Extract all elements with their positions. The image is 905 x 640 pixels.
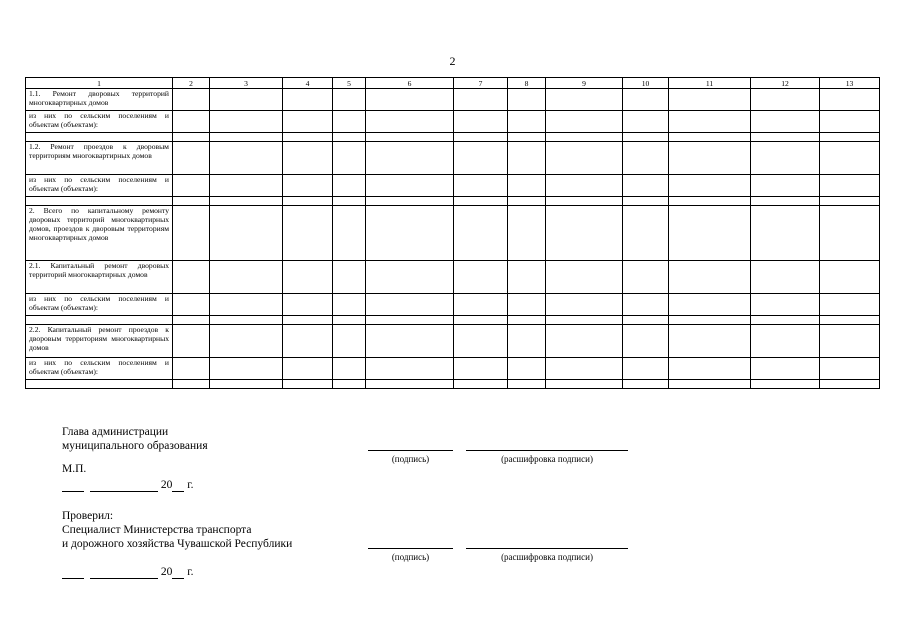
table-cell[interactable] bbox=[508, 358, 546, 380]
table-cell[interactable] bbox=[173, 380, 210, 389]
column-header: 8 bbox=[508, 78, 546, 89]
table-row bbox=[26, 197, 880, 206]
table-cell[interactable] bbox=[669, 261, 751, 294]
table-cell[interactable] bbox=[210, 111, 283, 133]
year-blank[interactable] bbox=[172, 479, 184, 492]
table-cell[interactable] bbox=[366, 380, 454, 389]
table-cell[interactable] bbox=[623, 325, 669, 358]
table-header-row bbox=[26, 78, 880, 89]
table-cell[interactable] bbox=[173, 206, 210, 261]
table-cell[interactable] bbox=[366, 294, 454, 316]
table-cell[interactable] bbox=[366, 133, 454, 142]
month-blank[interactable] bbox=[90, 566, 158, 579]
table-cell[interactable] bbox=[283, 197, 333, 206]
table-cell[interactable] bbox=[508, 142, 546, 175]
table-cell[interactable] bbox=[173, 133, 210, 142]
table-cell[interactable] bbox=[546, 261, 623, 294]
table-cell[interactable] bbox=[173, 111, 210, 133]
table-cell[interactable] bbox=[669, 111, 751, 133]
table-cell[interactable] bbox=[751, 325, 820, 358]
table-cell[interactable] bbox=[820, 133, 880, 142]
signature-decoding-line[interactable] bbox=[466, 450, 628, 451]
table-cell[interactable] bbox=[454, 325, 508, 358]
table-cell[interactable] bbox=[508, 89, 546, 111]
table-cell[interactable] bbox=[210, 294, 283, 316]
table-cell[interactable] bbox=[623, 358, 669, 380]
table-cell[interactable] bbox=[210, 380, 283, 389]
signature-line[interactable] bbox=[368, 450, 453, 451]
table-cell[interactable] bbox=[751, 261, 820, 294]
day-blank[interactable] bbox=[62, 479, 84, 492]
table-row bbox=[26, 142, 880, 175]
table-cell[interactable] bbox=[283, 294, 333, 316]
table-cell[interactable] bbox=[623, 261, 669, 294]
table-cell[interactable] bbox=[210, 316, 283, 325]
table-cell[interactable] bbox=[210, 261, 283, 294]
table-cell[interactable] bbox=[454, 380, 508, 389]
specialist-title-line2: и дорожного хозяйства Чувашской Республики bbox=[62, 538, 293, 550]
table-cell[interactable] bbox=[333, 133, 366, 142]
table-cell[interactable] bbox=[333, 175, 366, 197]
report-table bbox=[25, 77, 880, 389]
table-cell[interactable] bbox=[546, 197, 623, 206]
table-cell[interactable] bbox=[623, 175, 669, 197]
table-cell[interactable] bbox=[366, 175, 454, 197]
table-cell[interactable] bbox=[333, 294, 366, 316]
table-cell[interactable] bbox=[623, 89, 669, 111]
table-cell[interactable] bbox=[669, 325, 751, 358]
table-cell[interactable] bbox=[508, 206, 546, 261]
table-cell[interactable] bbox=[669, 206, 751, 261]
table-cell[interactable] bbox=[333, 111, 366, 133]
table-cell[interactable] bbox=[623, 206, 669, 261]
table-cell[interactable] bbox=[751, 358, 820, 380]
signature-line[interactable] bbox=[368, 548, 453, 549]
row-label bbox=[26, 316, 173, 325]
row-label: 1.1. Ремонт дворовых территорий многоквартирных домов bbox=[26, 89, 173, 111]
table-cell[interactable] bbox=[820, 316, 880, 325]
table-cell[interactable] bbox=[508, 316, 546, 325]
table-cell[interactable] bbox=[546, 380, 623, 389]
signature-caption: (подпись) bbox=[391, 552, 430, 562]
table-cell[interactable] bbox=[283, 175, 333, 197]
table-cell[interactable] bbox=[210, 175, 283, 197]
year-suffix: г. bbox=[187, 566, 194, 578]
table-cell[interactable] bbox=[669, 294, 751, 316]
row-label: 1.2. Ремонт проездов к дворовым территориям многоквартирных домов bbox=[26, 142, 173, 175]
table-cell[interactable] bbox=[546, 175, 623, 197]
table-cell[interactable] bbox=[283, 89, 333, 111]
signature-caption: (подпись) bbox=[391, 454, 430, 464]
table-row bbox=[26, 358, 880, 380]
table-row bbox=[26, 325, 880, 358]
table-cell[interactable] bbox=[366, 111, 454, 133]
table-row bbox=[26, 175, 880, 197]
table-cell[interactable] bbox=[623, 294, 669, 316]
table-cell[interactable] bbox=[333, 325, 366, 358]
table-cell[interactable] bbox=[333, 316, 366, 325]
table-cell[interactable] bbox=[751, 142, 820, 175]
checked-label: Проверил: bbox=[62, 510, 114, 522]
table-cell[interactable] bbox=[820, 142, 880, 175]
table-cell[interactable] bbox=[623, 197, 669, 206]
row-label bbox=[26, 197, 173, 206]
table-cell[interactable] bbox=[333, 358, 366, 380]
specialist-title-line1: Специалист Министерства транспорта bbox=[62, 524, 252, 536]
table-cell[interactable] bbox=[454, 133, 508, 142]
table-cell[interactable] bbox=[333, 380, 366, 389]
table-cell[interactable] bbox=[333, 142, 366, 175]
table-cell[interactable] bbox=[210, 325, 283, 358]
table-row bbox=[26, 316, 880, 325]
row-label: из них по сельским поселениям и объектам (объектам): bbox=[26, 294, 173, 316]
column-header: 7 bbox=[454, 78, 508, 89]
table-cell[interactable] bbox=[669, 380, 751, 389]
table-cell[interactable] bbox=[173, 325, 210, 358]
table-cell[interactable] bbox=[751, 111, 820, 133]
table-cell[interactable] bbox=[283, 316, 333, 325]
year-prefix: 20 bbox=[160, 566, 173, 578]
table-cell[interactable] bbox=[751, 197, 820, 206]
table-cell[interactable] bbox=[751, 133, 820, 142]
table-cell[interactable] bbox=[210, 197, 283, 206]
day-blank[interactable] bbox=[62, 566, 84, 579]
column-header: 2 bbox=[173, 78, 210, 89]
official-title-line2: муниципального образования bbox=[62, 440, 208, 452]
table-cell[interactable] bbox=[283, 325, 333, 358]
table-cell[interactable] bbox=[283, 358, 333, 380]
row-label: из них по сельским поселениям и объектам (объектам): bbox=[26, 175, 173, 197]
table-cell[interactable] bbox=[454, 111, 508, 133]
table-cell[interactable] bbox=[454, 261, 508, 294]
table-cell[interactable] bbox=[366, 261, 454, 294]
table-cell[interactable] bbox=[623, 111, 669, 133]
table-cell[interactable] bbox=[820, 325, 880, 358]
row-label bbox=[26, 380, 173, 389]
table-row bbox=[26, 294, 880, 316]
table-cell[interactable] bbox=[454, 294, 508, 316]
table-cell[interactable] bbox=[820, 111, 880, 133]
table-cell[interactable] bbox=[751, 294, 820, 316]
table-cell[interactable] bbox=[454, 89, 508, 111]
table-row bbox=[26, 89, 880, 111]
table-cell[interactable] bbox=[546, 111, 623, 133]
table-cell[interactable] bbox=[454, 197, 508, 206]
table-cell[interactable] bbox=[546, 316, 623, 325]
signature-decoding-caption: (расшифровка подписи) bbox=[501, 552, 593, 562]
table-cell[interactable] bbox=[210, 206, 283, 261]
table-cell[interactable] bbox=[173, 294, 210, 316]
date-field[interactable] bbox=[62, 566, 194, 579]
table-cell[interactable] bbox=[751, 206, 820, 261]
column-header: 12 bbox=[751, 78, 820, 89]
signature-block-head bbox=[62, 425, 208, 453]
table-cell[interactable] bbox=[283, 261, 333, 294]
year-blank[interactable] bbox=[172, 566, 184, 579]
table-cell[interactable] bbox=[669, 142, 751, 175]
table-cell[interactable] bbox=[454, 316, 508, 325]
month-blank[interactable] bbox=[90, 479, 158, 492]
table-cell[interactable] bbox=[623, 133, 669, 142]
table-cell[interactable] bbox=[366, 89, 454, 111]
table-cell[interactable] bbox=[751, 89, 820, 111]
row-label: из них по сельским поселениям и объектам (объектам): bbox=[26, 358, 173, 380]
signature-decoding-line[interactable] bbox=[466, 548, 628, 549]
table-row bbox=[26, 261, 880, 294]
table-cell[interactable] bbox=[546, 133, 623, 142]
year-prefix: 20 bbox=[160, 479, 173, 491]
table-cell[interactable] bbox=[820, 175, 880, 197]
table-cell[interactable] bbox=[508, 325, 546, 358]
table-cell[interactable] bbox=[210, 142, 283, 175]
column-header: 10 bbox=[623, 78, 669, 89]
row-label bbox=[26, 133, 173, 142]
table-cell[interactable] bbox=[173, 197, 210, 206]
column-header: 3 bbox=[210, 78, 283, 89]
table-cell[interactable] bbox=[366, 142, 454, 175]
table-cell[interactable] bbox=[820, 294, 880, 316]
table-cell[interactable] bbox=[283, 142, 333, 175]
table-cell[interactable] bbox=[333, 261, 366, 294]
table-cell[interactable] bbox=[283, 111, 333, 133]
table-cell[interactable] bbox=[623, 380, 669, 389]
table-cell[interactable] bbox=[751, 175, 820, 197]
year-suffix: г. bbox=[187, 479, 194, 491]
table-row bbox=[26, 133, 880, 142]
page-number: 2 bbox=[449, 54, 456, 68]
table-cell[interactable] bbox=[366, 325, 454, 358]
table-cell[interactable] bbox=[366, 197, 454, 206]
table-cell[interactable] bbox=[546, 206, 623, 261]
signature-decoding-caption: (расшифровка подписи) bbox=[501, 454, 593, 464]
table-cell[interactable] bbox=[173, 261, 210, 294]
table-cell[interactable] bbox=[669, 89, 751, 111]
table-cell[interactable] bbox=[454, 142, 508, 175]
table-cell[interactable] bbox=[820, 380, 880, 389]
table-cell[interactable] bbox=[283, 133, 333, 142]
table-cell[interactable] bbox=[669, 197, 751, 206]
official-title-line1: Глава администрации bbox=[62, 426, 169, 438]
table-cell[interactable] bbox=[173, 316, 210, 325]
table-cell[interactable] bbox=[283, 380, 333, 389]
table-cell[interactable] bbox=[751, 380, 820, 389]
table-cell[interactable] bbox=[623, 316, 669, 325]
table-cell[interactable] bbox=[508, 111, 546, 133]
table-cell[interactable] bbox=[820, 89, 880, 111]
table-cell[interactable] bbox=[623, 142, 669, 175]
row-label: 2.1. Капитальный ремонт дворовых территорий многоквартирных домов bbox=[26, 261, 173, 294]
table-cell[interactable] bbox=[508, 380, 546, 389]
table-cell[interactable] bbox=[508, 197, 546, 206]
table-row bbox=[26, 380, 880, 389]
table-cell[interactable] bbox=[454, 175, 508, 197]
column-header: 6 bbox=[366, 78, 454, 89]
table-cell[interactable] bbox=[210, 89, 283, 111]
stamp-label: М.П. bbox=[62, 463, 87, 475]
table-cell[interactable] bbox=[546, 142, 623, 175]
row-label: 2. Всего по капитальному ремонту дворовых территорий многоквартирных домов, проездов к дворовым территориям многоквартирных домов bbox=[26, 206, 173, 261]
column-header: 11 bbox=[669, 78, 751, 89]
table-row bbox=[26, 111, 880, 133]
table-cell[interactable] bbox=[333, 206, 366, 261]
table-cell[interactable] bbox=[333, 89, 366, 111]
table-cell[interactable] bbox=[546, 325, 623, 358]
column-header: 9 bbox=[546, 78, 623, 89]
column-header: 13 bbox=[820, 78, 880, 89]
table-cell[interactable] bbox=[820, 358, 880, 380]
table-cell[interactable] bbox=[820, 206, 880, 261]
table-cell[interactable] bbox=[820, 261, 880, 294]
table-cell[interactable] bbox=[546, 89, 623, 111]
column-header: 4 bbox=[283, 78, 333, 89]
table-cell[interactable] bbox=[333, 197, 366, 206]
table-cell[interactable] bbox=[508, 175, 546, 197]
table-cell[interactable] bbox=[508, 294, 546, 316]
table-cell[interactable] bbox=[669, 133, 751, 142]
row-label: из них по сельским поселениям и объектам (объектам): bbox=[26, 111, 173, 133]
table-cell[interactable] bbox=[210, 358, 283, 380]
table-cell[interactable] bbox=[751, 316, 820, 325]
table-cell[interactable] bbox=[283, 206, 333, 261]
table-cell[interactable] bbox=[173, 142, 210, 175]
table-cell[interactable] bbox=[366, 316, 454, 325]
table-cell[interactable] bbox=[173, 175, 210, 197]
table-cell[interactable] bbox=[508, 133, 546, 142]
table-cell[interactable] bbox=[546, 294, 623, 316]
table-cell[interactable] bbox=[210, 133, 283, 142]
table-cell[interactable] bbox=[366, 206, 454, 261]
column-header: 5 bbox=[333, 78, 366, 89]
table-cell[interactable] bbox=[454, 358, 508, 380]
table-cell[interactable] bbox=[173, 358, 210, 380]
table-cell[interactable] bbox=[669, 358, 751, 380]
table-cell[interactable] bbox=[669, 175, 751, 197]
row-label: 2.2. Капитальный ремонт проездов к дворовым территориям многоквартирных домов bbox=[26, 325, 173, 358]
table-cell[interactable] bbox=[366, 358, 454, 380]
table-cell[interactable] bbox=[546, 358, 623, 380]
column-header: 1 bbox=[26, 78, 173, 89]
signature-block-checker bbox=[62, 509, 292, 551]
table-cell[interactable] bbox=[820, 197, 880, 206]
table-cell[interactable] bbox=[669, 316, 751, 325]
table-cell[interactable] bbox=[508, 261, 546, 294]
table-row bbox=[26, 206, 880, 261]
table-cell[interactable] bbox=[454, 206, 508, 261]
date-field[interactable] bbox=[62, 479, 194, 492]
table-cell[interactable] bbox=[173, 89, 210, 111]
